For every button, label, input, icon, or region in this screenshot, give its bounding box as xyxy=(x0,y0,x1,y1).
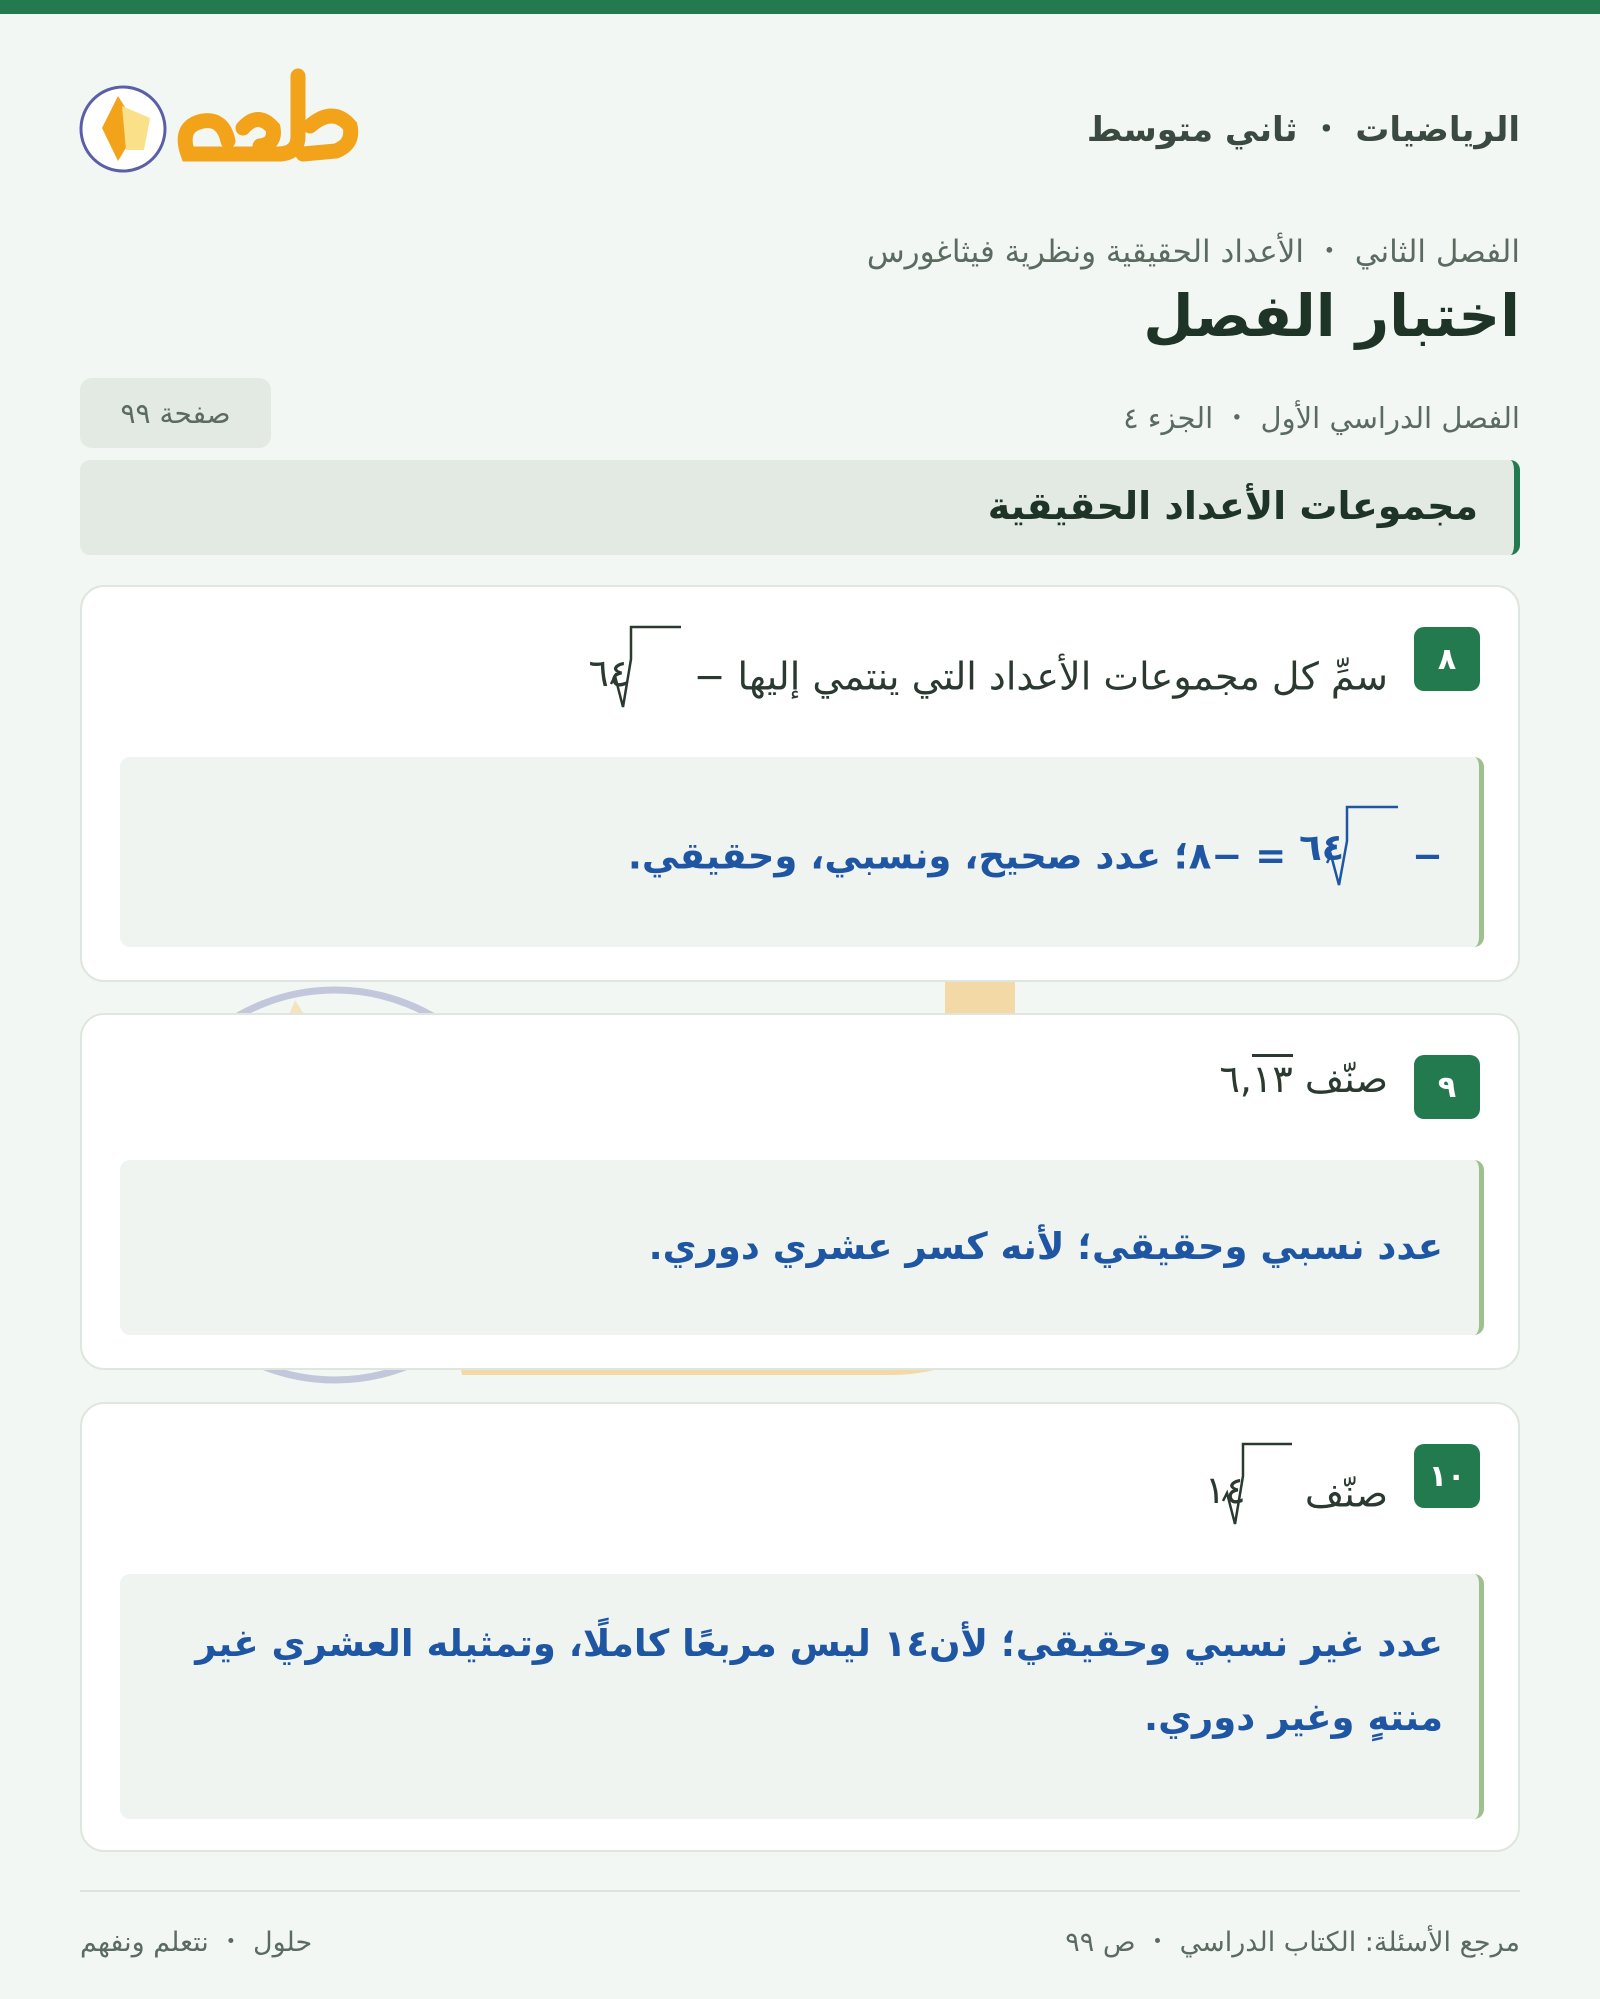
question-text: سمِّ كل مجموعات الأعداد التي ينتمي إليها − xyxy=(693,654,1388,699)
subject-title: الرياضيات ・ ثاني متوسط xyxy=(1086,110,1520,150)
question-prompt xyxy=(1203,1446,1388,1546)
answer-box xyxy=(120,757,1484,947)
question-prompt xyxy=(587,629,1388,729)
question-card-8 xyxy=(80,585,1520,982)
page-title: اختبار الفصل xyxy=(1143,282,1520,350)
section-title: مجموعات الأعداد الحقيقية xyxy=(987,484,1478,528)
footer-divider xyxy=(80,1890,1520,1892)
answer-text xyxy=(156,813,1443,903)
question-text: صنّف xyxy=(1304,1057,1388,1101)
section-header xyxy=(80,460,1520,555)
term-line: الفصل الدراسي الأول ・ الجزء ٤ xyxy=(1123,401,1520,435)
page-number-pill: صفحة ٩٩ xyxy=(80,378,271,448)
question-number-badge: ٨ xyxy=(1414,627,1480,691)
question-card-10 xyxy=(80,1402,1520,1852)
square-root-expression xyxy=(1203,1446,1293,1546)
answer-box xyxy=(120,1160,1484,1335)
answer-text: عدد غير نسبي وحقيقي؛ لأن١٤ ليس مربعًا كاملًا، وتمثيله العشري غير منتهٍ وغير دوري. xyxy=(195,1622,1443,1739)
radicand: ١٤ xyxy=(1204,1468,1246,1512)
repeating-digits: ١٣ xyxy=(1252,1054,1293,1101)
question-card-9 xyxy=(80,1013,1520,1370)
question-prompt xyxy=(1220,1057,1389,1101)
halool-logo[interactable] xyxy=(78,66,363,176)
radicand: ٦٤ xyxy=(588,651,630,695)
question-text: صنّف xyxy=(1304,1471,1388,1516)
answer-prefix: − xyxy=(1411,834,1443,878)
answer-text: عدد نسبي وحقيقي؛ لأنه كسر عشري دوري. xyxy=(648,1225,1443,1268)
footer-tagline: حلول ・ نتعلم ونفهم xyxy=(80,1927,313,1958)
answer-square-root xyxy=(1299,813,1399,903)
repeating-decimal xyxy=(1220,1057,1293,1101)
square-root-expression xyxy=(587,629,682,729)
answer-box xyxy=(120,1574,1484,1819)
answer-rest: = −٨؛ عدد صحيح، ونسبي، وحقيقي. xyxy=(627,834,1287,878)
decimal-integer-part: ٦, xyxy=(1219,1057,1252,1101)
chapter-line: الفصل الثاني ・ الأعداد الحقيقية ونظرية فيثاغورس xyxy=(866,234,1520,270)
question-number-badge: ١٠ xyxy=(1414,1444,1480,1508)
answer-radicand: ٦٤ xyxy=(1299,826,1345,869)
question-number-badge: ٩ xyxy=(1414,1055,1480,1119)
footer-reference: مرجع الأسئلة: الكتاب الدراسي ・ ص ٩٩ xyxy=(1065,1927,1520,1958)
top-accent-bar xyxy=(0,0,1600,14)
